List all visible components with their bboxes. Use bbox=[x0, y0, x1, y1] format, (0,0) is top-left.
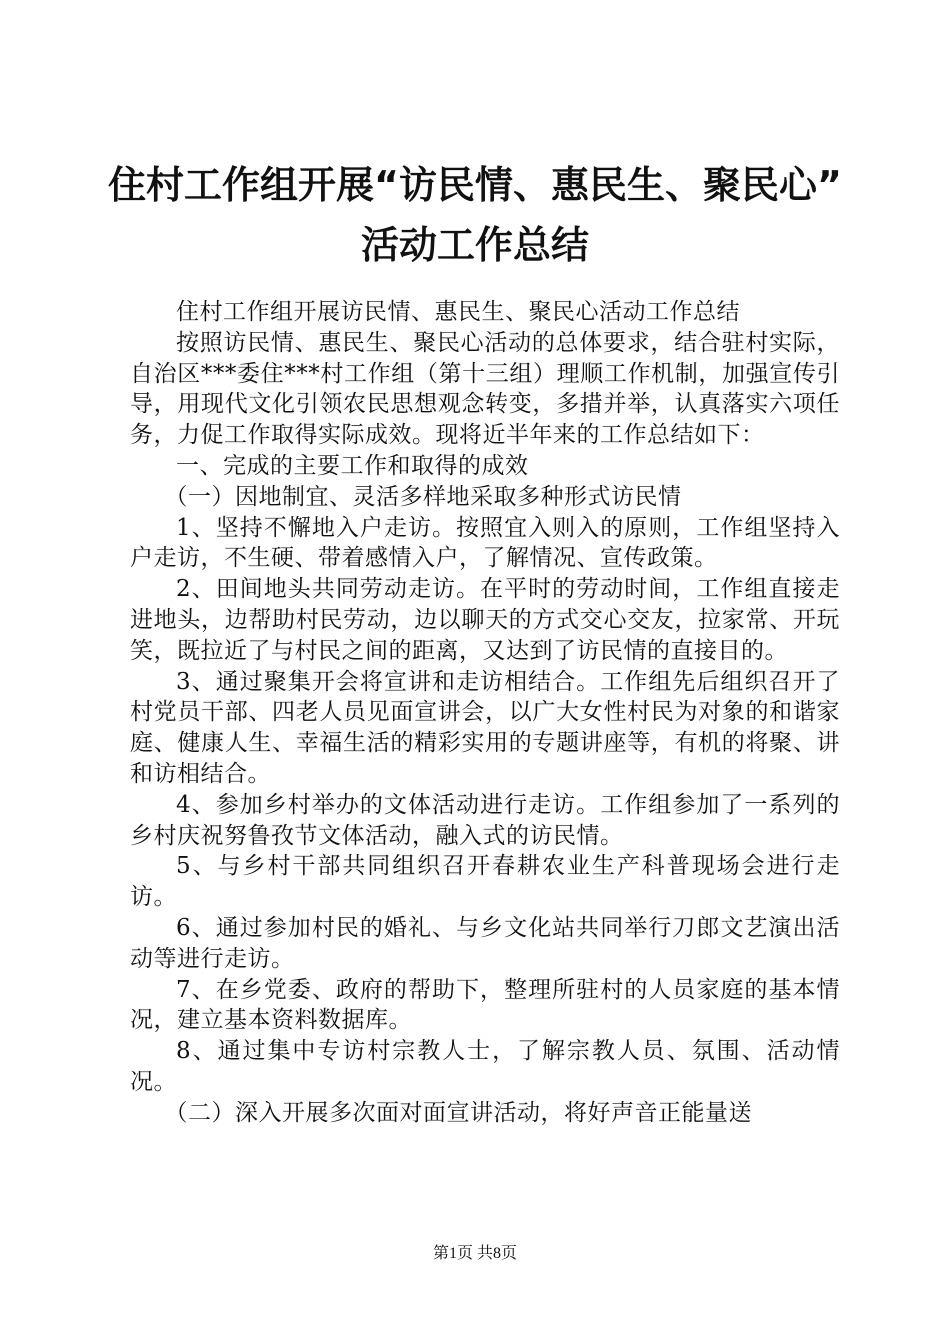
subsection-heading: （二）深入开展多次面对面宣讲活动，将好声音正能量送 bbox=[164, 1099, 752, 1126]
list-item: 5、与乡村干部共同组织召开春耕农业生产科普现场会进行走访。 bbox=[130, 853, 840, 911]
subtitle-paragraph: 住村工作组开展访民情、惠民生、聚民心活动工作总结 bbox=[176, 299, 740, 325]
document-title-line-1: 住村工作组开展“访民情、惠民生、聚民心” bbox=[108, 163, 842, 207]
list-item: 1、坚持不懈地入户走访。按照宜入则入的原则，工作组坚持入户走访，不生硬、带着感情入户，了解情况、宣传政策。 bbox=[130, 514, 840, 572]
document-title-line-2: 活动工作总结 bbox=[360, 223, 589, 267]
subsection-heading: （一）因地制宜、灵活多样地采取多种形式访民情 bbox=[164, 483, 682, 510]
list-item: 6、通过参加村民的婚礼、与乡文化站共同举行刀郎文艺演出活动等进行走访。 bbox=[130, 914, 840, 972]
section-heading: 一、完成的主要工作和取得的成效 bbox=[176, 452, 529, 479]
list-item: 4、参加乡村举办的文体活动进行走访。工作组参加了一系列的乡村庆祝努鲁孜节文体活动，融入式的访民情。 bbox=[130, 791, 840, 849]
intro-paragraph: 按照访民情、惠民生、聚民心活动的总体要求，结合驻村实际，自治区***委住***村工作组（第十三组）理顺工作机制，加强宣传引导，用现代文化引领农民思想观念转变，多措并举，认真落实六项任务，力促工作取得实际成效。现将近半年来的工作总结如下： bbox=[130, 329, 840, 449]
list-item: 2、田间地头共同劳动走访。在平时的劳动时间，工作组直接走进地头，边帮助村民劳动，边以聊天的方式交心交友，拉家常、开玩笑，既拉近了与村民之间的距离，又达到了访民情的直接目的。 bbox=[130, 576, 840, 664]
list-item: 8、通过集中专访村宗教人士，了解宗教人员、氛围、活动情况。 bbox=[130, 1038, 840, 1095]
list-item: 7、在乡党委、政府的帮助下，整理所驻村的人员家庭的基本情况，建立基本资料数据库。 bbox=[130, 976, 840, 1034]
document-body bbox=[130, 297, 840, 1129]
page-number-footer: 第1页 共8页 bbox=[432, 1245, 517, 1262]
list-item: 3、通过聚集开会将宣讲和走访相结合。工作组先后组织召开了村党员干部、四老人员见面宣讲会，以广大女性村民为对象的和谐家庭、健康人生、幸福生活的精彩实用的专题讲座等，有机的将聚、讲和访相结合。 bbox=[130, 668, 840, 787]
